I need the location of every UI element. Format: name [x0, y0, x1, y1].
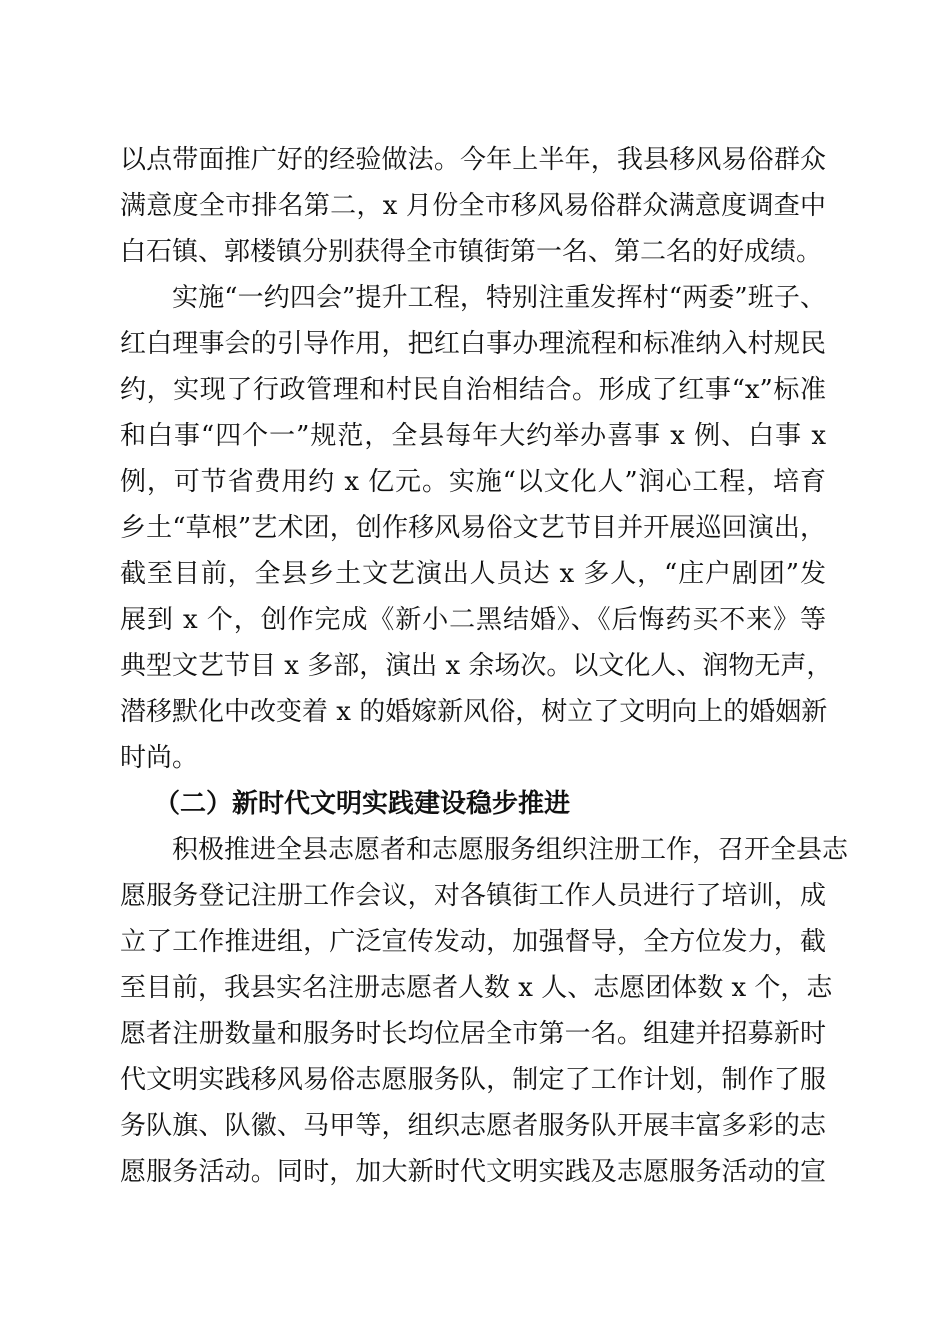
paragraph-2-line-3: 约，实现了行政管理和村民自治相结合。形成了红事“x”标准	[120, 375, 826, 405]
paragraph-2-line-7: 截至目前，全县乡土文艺演出人员达 x 多人，“庄户剧团”发	[120, 559, 826, 589]
paragraph-3-line-1: 积极推进全县志愿者和志愿服务组织注册工作，召开全县志	[172, 835, 849, 865]
paragraph-1-line-2: 满意度全市排名第二，x 月份全市移风易俗群众满意度调查中	[120, 191, 826, 221]
paragraph-2-line-1: 实施“一约四会”提升工程，特别注重发挥村“两委”班子、	[172, 283, 826, 313]
paragraph-2-line-11: 时尚。	[120, 743, 199, 773]
paragraph-3-line-7: 务队旗、队徽、马甲等，组织志愿者服务队开展丰富多彩的志	[120, 1111, 826, 1141]
paragraph-2-line-5: 例，可节省费用约 x 亿元。实施“以文化人”润心工程，培育	[120, 467, 826, 497]
paragraph-3-line-2: 愿服务登记注册工作会议，对各镇街工作人员进行了培训，成	[120, 881, 826, 911]
paragraph-1-line-1: 以点带面推广好的经验做法。今年上半年，我县移风易俗群众	[120, 145, 826, 175]
paragraph-2-line-4: 和白事“四个一”规范，全县每年大约举办喜事 x 例、白事 x	[120, 421, 826, 451]
paragraph-3-line-4: 至目前，我县实名注册志愿者人数 x 人、志愿团体数 x 个，志	[120, 973, 833, 1003]
paragraph-2-line-2: 红白理事会的引导作用，把红白事办理流程和标准纳入村规民	[120, 329, 826, 359]
paragraph-3-line-5: 愿者注册数量和服务时长均位居全市第一名。组建并招募新时	[120, 1019, 826, 1049]
paragraph-3-line-8: 愿服务活动。同时，加大新时代文明实践及志愿服务活动的宣	[120, 1157, 826, 1187]
paragraph-2-line-9: 典型文艺节目 x 多部，演出 x 余场次。以文化人、润物无声，	[120, 651, 833, 681]
paragraph-1-line-3: 白石镇、郭楼镇分别获得全市镇街第一名、第二名的好成绩。	[120, 237, 823, 267]
paragraph-3-line-3: 立了工作推进组，广泛宣传发动，加强督导，全方位发力，截	[120, 927, 826, 957]
section-heading: （二）新时代文明实践建设稳步推进	[154, 789, 571, 819]
paragraph-2-line-6: 乡土“草根”艺术团，创作移风易俗文艺节目并开展巡回演出，	[120, 513, 826, 543]
paragraph-2-line-8: 展到 x 个，创作完成《新小二黑结婚》、《后悔药买不来》等	[120, 605, 826, 635]
paragraph-2-line-10: 潜移默化中改变着 x 的婚嫁新风俗，树立了文明向上的婚姻新	[120, 697, 828, 727]
paragraph-3-line-6: 代文明实践移风易俗志愿服务队，制定了工作计划，制作了服	[120, 1065, 826, 1095]
